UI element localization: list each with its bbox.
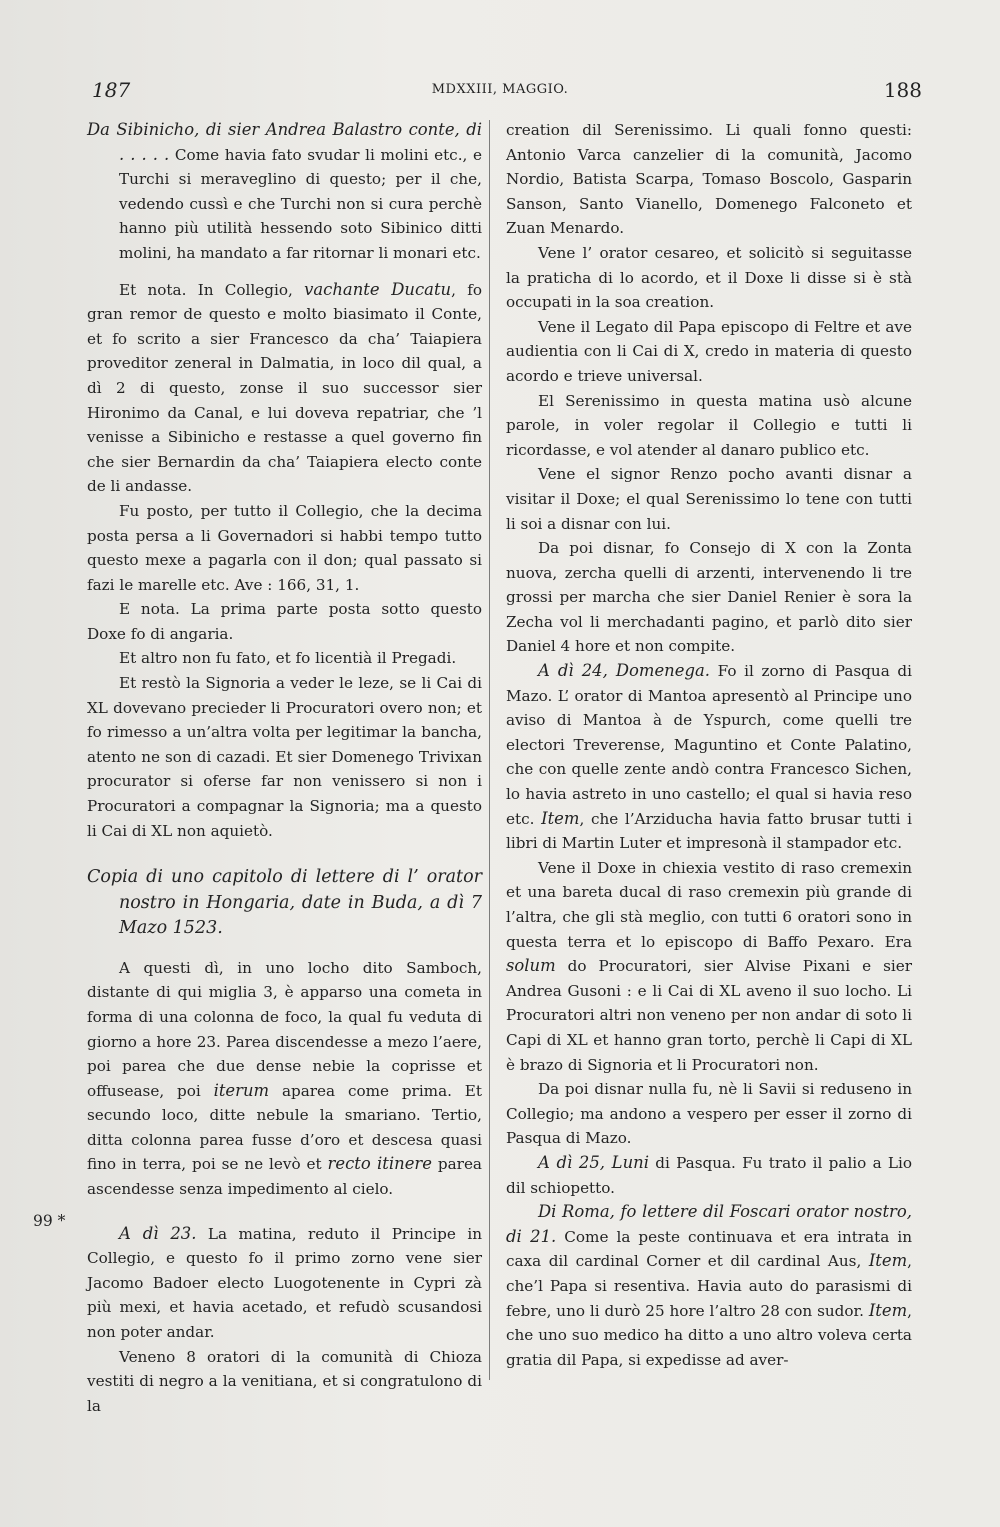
page-header xyxy=(0,78,1000,108)
paragraph-cometa xyxy=(87,956,482,1202)
paragraph-di-roma xyxy=(506,1200,912,1372)
italic-text: solum xyxy=(506,956,556,976)
paragraph-a-di-25 xyxy=(506,1151,912,1200)
italic-text: A dì 25, Luni xyxy=(538,1152,649,1172)
running-title: MDXXIII, MAGGIO. xyxy=(431,82,569,97)
paragraph-et-nota xyxy=(87,278,482,499)
paragraph-et-altro: Et altro non fu fato, et fo licentià il Pregadi. xyxy=(119,649,457,668)
body-text: , che uno suo medico ha ditto a uno altro voleva certa gratia dil Papa, si expedisse ad aver- xyxy=(506,1301,912,1369)
paragraph-et-resto: Et restò la Signoria a veder le leze, se li Cai di XL dovevano precieder li Procuratori overo non; et fo rimesso a un’altra volta per legitimar la bancha, atento ne son di cazadi. Et sier Domenego Trivixan procurator si oferse far non venissero si non i Procuratori a compagnar la Signoria; ma a questo li Cai di XL non aquietò. xyxy=(87,674,482,840)
paragraph-e-nota: E nota. La prima parte posta sotto questo Doxe fo di angaria. xyxy=(87,600,482,643)
right-column xyxy=(506,118,912,1372)
section-heading: Copia di uno capitolo di lettere di l’ orator nostro in Hongaria, date in Buda, a dì 7 Mazo 1523. xyxy=(87,867,482,939)
italic-text: Da Sibinicho, di sier Andrea Balastro conte, di . . . . . xyxy=(87,120,482,164)
paragraph-da-poi: Da poi disnar nulla fu, nè li Savii si reduseno in Collegio; ma andono a vespero per esser il zorno di Pasqua di Mazo. xyxy=(506,1080,912,1148)
page-number-left: 187 xyxy=(92,78,131,102)
paragraph-fu-posto: Fu posto, per tutto il Collegio, che la decima posta persa a li Governadori si habbi tempo tutto questo mexe a pagarla con il don; qual passato si fazi le marelle etc. Ave : 166, 31, 1. xyxy=(87,501,482,594)
body-text: parea ascendesse senza impedimento al cielo. xyxy=(87,1155,482,1199)
paragraph-doxe-chiexia xyxy=(506,856,912,1077)
body-text: La matina, reduto il Principe in Collegio, e questo fo il primo zorno vene sier Jacomo Badoer electo Luogotenente in Cypri zà più mexi, et havia acetado, et refudò scusandosi non poter andar. xyxy=(87,1224,482,1342)
paragraph-orator-cesareo: Vene l’ orator cesareo, et solicitò si seguitasse la praticha di lo acordo, et il Doxe li disse si è stà occupati in la soa creation. xyxy=(506,243,912,312)
paragraph-sibinicho xyxy=(87,118,482,266)
paragraph-a-di-23 xyxy=(87,1222,482,1345)
body-text: Come havia fato svudar li molini etc., e Turchi si meraveglino di questo; per il che, vedendo cussì e che Turchi non si cura perchè hanno più utilità hessendo soto Sibinico ditti molini, ha mandato a far ritornar li monari etc. xyxy=(119,145,482,262)
italic-text: A dì 24, Domenega. xyxy=(538,661,710,681)
body-text: do Procuratori, sier Alvise Pixani e sier Andrea Gusoni : e li Cai di XL aveno il suo locho. Li Procuratori altri non veneno per non andar di soto li Capi di XL et hanno gran torto, perchè li Capi di XL è brazo di Signoria et li Procuratori non. xyxy=(506,957,912,1074)
italic-text: Di Roma, fo lettere dil Foscari orator nostro, di 21. xyxy=(506,1202,912,1246)
italic-text: A dì 23. xyxy=(119,1223,197,1243)
body-text: Come la peste continuava et era intrata in caxa dil cardinal Corner et dil cardinal Aus, xyxy=(506,1227,912,1271)
italic-text: Item xyxy=(541,808,580,828)
italic-text: Item xyxy=(868,1300,908,1320)
paragraph-creation: creation dil Serenissimo. Li quali fonno questi: Antonio Varca canzelier di la comunità, Jacomo Nordio, Batista Scarpa, Tomaso Boscolo, Gasparin Sanson, Santo Vianello, Domenego Falconeto et Zuan Menardo. xyxy=(506,121,912,238)
paragraph-legato: Vene il Legato dil Papa episcopo di Feltre et ave audientia con li Cai di X, credo in materia di questo acordo e trieve universal. xyxy=(506,317,912,385)
body-text: , fo gran remor de questo e molto biasimato il Conte, et fo scrito a sier Francesco da cha’ Taiapiera proveditor zeneral in Dalmatia, in loco dil qual, a dì 2 di questo, zonse il suo successor sier Hironimo da Canal, e lui doveva repatriar, che ’l venisse a Sibinicho e restasse a quel governo fin che sier Bernardin da cha’ Taiapiera electo conte de li andasse. xyxy=(87,280,483,496)
paragraph-consejo: Da poi disnar, fo Consejo di X con la Zonta nuova, zercha quelli di arzenti, intervenendo li tre grossi per marcha che sier Daniel Renier è sora la Zecha vol li merchadanti pagino, et parlò dito sier Daniel 4 hore et non compite. xyxy=(506,539,912,656)
body-text: Vene il Doxe in chiexia vestito di raso cremexin et una bareta ducal di raso cremexin più grande di l’altra, che gli stà meglio, con tutti 6 oratori sono in questa terra et lo episcopo di Baffo Pexaro. Era xyxy=(506,858,912,951)
paragraph-veneno: Veneno 8 oratori di la comunità di Chioza vestiti di negro a la venitiana, et si congratulono di la xyxy=(87,1347,482,1415)
column-divider xyxy=(489,120,490,1380)
left-column xyxy=(87,118,482,1418)
italic-text: recto itinere xyxy=(327,1154,432,1174)
italic-text: Item xyxy=(868,1251,908,1271)
body-text: A questi dì, in uno locho dito Samboch, distante di qui miglia 3, è apparso una cometa in forma di una colonna de foco, la qual fu veduta di giorno a hore 23. Parea discendesse a mezo l’aere, poi parea che due dense nebie la coprisse et offusease, poi xyxy=(87,958,482,1100)
body-text: , che l’Arziducha havia fatto brusar tutti i libri di Martin Luter et impresonà il stampador etc. xyxy=(506,809,912,853)
body-text: Fo il zorno di Pasqua di Mazo. L’ orator di Mantoa apresentò al Principe uno aviso di Mantoa à de Yspurch, come quelli tre electori Treverense, Maguntino et Conte Palatino, che con quelle zente andò contra Francesco Sichen, lo havia astreto in uno castello; el qual si havia reso etc. xyxy=(506,662,912,828)
body-text: di Pasqua. Fu trato il palio a Lio dil schiopetto. xyxy=(506,1153,913,1197)
italic-text: vachante Ducatu xyxy=(304,279,452,299)
italic-text: iterum xyxy=(213,1080,270,1100)
body-text: , che’l Papa si resentiva. Havia auto do parasismi di febre, uno li durò 25 hore l’altro 28 con sudor. xyxy=(506,1252,912,1320)
paragraph-a-di-24 xyxy=(506,659,912,856)
body-text: Et nota. In Collegio, xyxy=(119,280,305,299)
paragraph-renzo: Vene el signor Renzo pocho avanti disnar a visitar il Doxe; el qual Serenissimo lo tene con tutti li soi a disnar con lui. xyxy=(506,465,912,533)
body-text: aparea come prima. Et secundo loco, ditte nebule la smariano. Tertio, ditta colonna parea fusse d’oro et descesa quasi fino in terra, poi se ne levò et xyxy=(87,1081,482,1174)
paragraph-serenissimo: El Serenissimo in questa matina usò alcune parole, in voler regolar il Collegio e tutti li ricordasse, e vol atender al danaro publico etc. xyxy=(506,391,912,459)
margin-note: 99 * xyxy=(33,1212,66,1230)
page-number-right: 188 xyxy=(883,78,922,102)
